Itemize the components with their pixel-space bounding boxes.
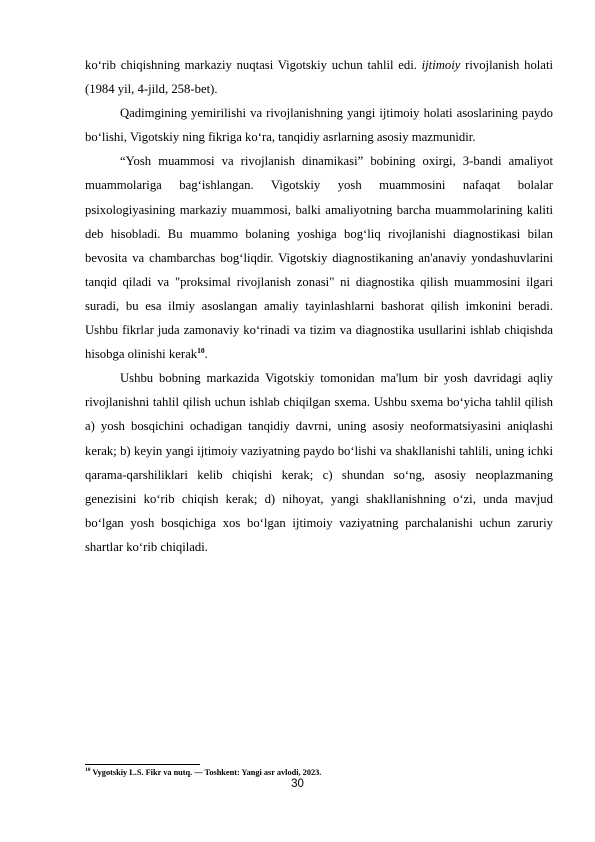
paragraph-continuation [85,53,553,101]
paragraph: Qadimgining yemirilishi va rivojlanishning yangi ijtimoiy holati asoslarining paydo bo‘lishi, Vigotskiy ning fikriga ko‘ra, tanqidiy asrlarning asosiy mazmunidir. [85,106,553,145]
footnote-divider [85,764,200,765]
emphasized-term: ijtimoiy [421,58,461,72]
page-number: 30 [291,778,304,790]
footnote-number: 10 [85,767,91,774]
paragraph: Ushbu bobning markazida Vigotskiy tomonidan ma'lum bir yosh davridagi aqliy rivojlanishni tahlil qilish uchun ishlab chiqilgan sxema. Ushbu sxema bo‘yicha tahlil qilish a) yosh bosqichini ochadigan tanqidiy davrni, uning asosiy neoformatsiyasini aniqlashi kerak; b) keyin yangi ijtimoiy vaziyatning paydo bo‘lishi va shakllanishi tahlili, uning ichki qarama-qarshiliklari kelib chiqishi kerak; c) shundan so‘ng, asosiy neoplazmaning genezisini ko‘rib chiqish kerak; d) nihoyat, yangi shakllanishning o‘zi, unda mavjud bo‘lgan yosh bosqichiga xos bo‘lgan ijtimoiy vaziyatning parchalanishi uchun zaruriy shartlar ko‘rib chiqiladi. [85,371,553,554]
footnote-reference[interactable]: 10 [197,345,205,355]
footnote-text: Vygotskiy L.S. Fikr va nutq. — Toshkent: Yangi asr avlodi, 2023. [90,768,322,777]
paragraph-text: ko‘rib chiqishning markaziy nuqtasi Vigotskiy uchun tahlil edi. [85,58,422,72]
main-text [85,53,553,559]
paragraph-text: rivojlanish holati (1984 yil, 4-jild, 258-bet). [85,58,553,97]
paragraph [85,149,553,366]
paragraph-text: “Yosh muammosi va rivojlanish dinamikasi” bobining oxirgi, 3-bandi amaliyot muammolariga bag‘ishlangan. Vigotskiy yosh muammosini nafaqat bolalar psixologiyasining markaziy muammosi, balki amaliyotning barcha muammolarining kaliti deb hisobladi. Bu muammo bolaning yoshiga bog‘liq rivojlanishi diagnostikasi bilan bevosita va chambarchas bog‘liqdir. Vigotskiy diagnostikaning an'anaviy yondashuvlarini tanqid qiladi va "proksimal rivojlanish zonasi" ni diagnostika qilish muammosini ilgari suradi, bu esa ilmiy asoslangan amaliy tayinlashlarni bashorat qilish imkonini beradi. Ushbu fikrlar juda zamonaviy ko‘rinadi va tizim va diagnostika usullarini ishlab chiqishda hisobga olinishi kerak [85,154,553,362]
paragraph-end: . [204,347,208,362]
